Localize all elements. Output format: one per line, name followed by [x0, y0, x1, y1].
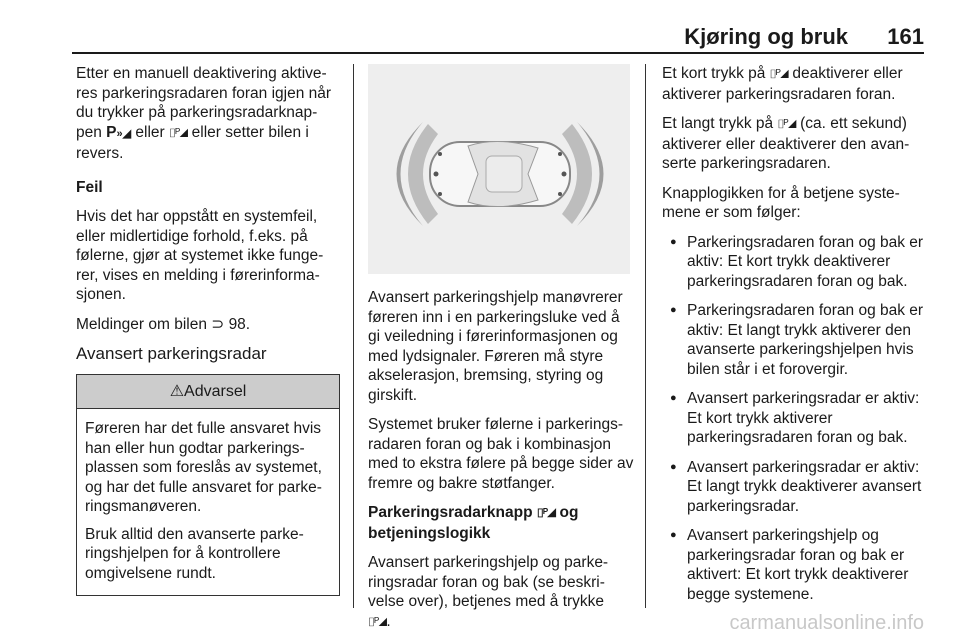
- col3-paragraph-3: Knapplogikken for å betjene syste-mene er som følger:: [662, 184, 900, 221]
- warning-title: Advarsel: [184, 382, 247, 400]
- column-2: [368, 64, 634, 642]
- parking-sensor-icon: ⌷ᴾ◢: [769, 67, 789, 81]
- page-title: Kjøring og bruk: [684, 24, 848, 49]
- page-reference-link[interactable]: 98.: [228, 315, 251, 333]
- list-item: ● Avansert parkeringshjelp og parkeringsradar foran og bak er aktivert: Et kort trykk deaktiverer begge systemene.: [662, 526, 924, 604]
- cross-reference-icon: ⊃: [211, 315, 229, 333]
- column-3: [662, 64, 924, 614]
- feil-heading: Feil: [76, 178, 103, 196]
- warning-paragraph-2: Bruk alltid den avanserte parke-ringshjelpen for å kontrollere omgivelsene rundt.: [85, 525, 304, 582]
- parking-sensor-icon: ⌷ᴾ◢: [368, 614, 387, 629]
- list-item: ● Parkeringsradaren foran og bak er aktiv: Et langt trykk aktiverer den avanserte parkeringshjelpen hvis bilen står i et forovergir.: [662, 301, 924, 379]
- sub-heading: Parkeringsradarknapp ⌷ᴾ◢ og betjeningslogikk: [368, 504, 579, 542]
- list-item: ● Avansert parkeringsradar er aktiv: Et kort trykk aktiverer parkeringsradaren foran og bak.: [662, 389, 924, 448]
- feil-paragraph: Hvis det har oppstått en systemfeil, eller midlertidige forhold, f.eks. på følerne, gjør at systemet ikke funge-rer, vises en melding i førerinforma-sjonen.: [76, 208, 324, 303]
- col2-paragraph-1: Avansert parkeringshjelp manøvrerer føreren inn i en parkeringsluke ved å gi veiledning i førerinformasjonen og med lydsignaler. Føreren må styre akselerasjon, bremsing, styring og girskift.: [368, 289, 623, 404]
- car-top-view-svg: [368, 64, 630, 274]
- column-divider-1: [353, 64, 354, 608]
- button-logic-list: [662, 233, 924, 605]
- parking-sensor-icon: ⌷ᴾ◢: [169, 125, 188, 140]
- warning-icon: ⚠: [169, 382, 185, 400]
- section-heading: Avansert parkeringsradar: [76, 344, 267, 363]
- column-1: [76, 64, 340, 596]
- col2-paragraph-3: Avansert parkeringshjelp og parke-ringsradar foran og bak (se beskri-velse over), betjenes med å trykke ⌷ᴾ◢.: [368, 554, 609, 630]
- col2-paragraph-2: Systemet bruker følerne i parkerings-radaren foran og bak i kombinasjon med to ekstra følere på begge sider av fremre og bakre støtfanger.: [368, 416, 634, 492]
- parking-sensor-icon: ⌷ᴾ◢: [777, 117, 796, 131]
- warning-header: [77, 375, 339, 410]
- list-item: ● Avansert parkeringsradar er aktiv: Et langt trykk deaktiverer avansert parkeringsradar.: [662, 458, 924, 517]
- column-divider-2: [645, 64, 646, 608]
- car-sensor-illustration: [368, 64, 630, 274]
- warning-body: [77, 409, 339, 595]
- intro-paragraph: Etter en manuell deaktivering aktive-res parkeringsradaren foran igjen når du trykker på parkeringsradarknap-pen P»◢ eller ⌷ᴾ◢ eller setter bilen i revers.: [76, 65, 332, 162]
- page-header: [0, 0, 960, 56]
- col3-paragraph-2: Et langt trykk på ⌷ᴾ◢ (ca. ett sekund) aktiverer eller deaktiverer den avan-serte parkeringsradaren.: [662, 115, 910, 172]
- list-item: ● Parkeringsradaren foran og bak er aktiv: Et kort trykk deaktiverer parkeringsradaren foran og bak.: [662, 233, 924, 292]
- meldinger-paragraph: Meldinger om bilen ⊃ 98.: [76, 315, 251, 333]
- parking-sensor-icon: ⌷ᴾ◢: [536, 506, 556, 520]
- p-sound-icon: P»◢: [106, 123, 132, 141]
- col3-paragraph-1: Et kort trykk på ⌷ᴾ◢ deaktiverer eller aktiverer parkeringsradaren foran.: [662, 65, 903, 103]
- warning-box: [76, 374, 340, 597]
- warning-paragraph-1: Føreren har det fulle ansvaret hvis han eller hun godtar parkerings-plassen som foreslås av systemet, og har det fulle ansvaret for parke-ringsmanøveren.: [85, 420, 322, 515]
- header-rule: [72, 52, 924, 54]
- page-number: 161: [887, 24, 924, 49]
- watermark: carmanualsonline.info: [729, 612, 924, 634]
